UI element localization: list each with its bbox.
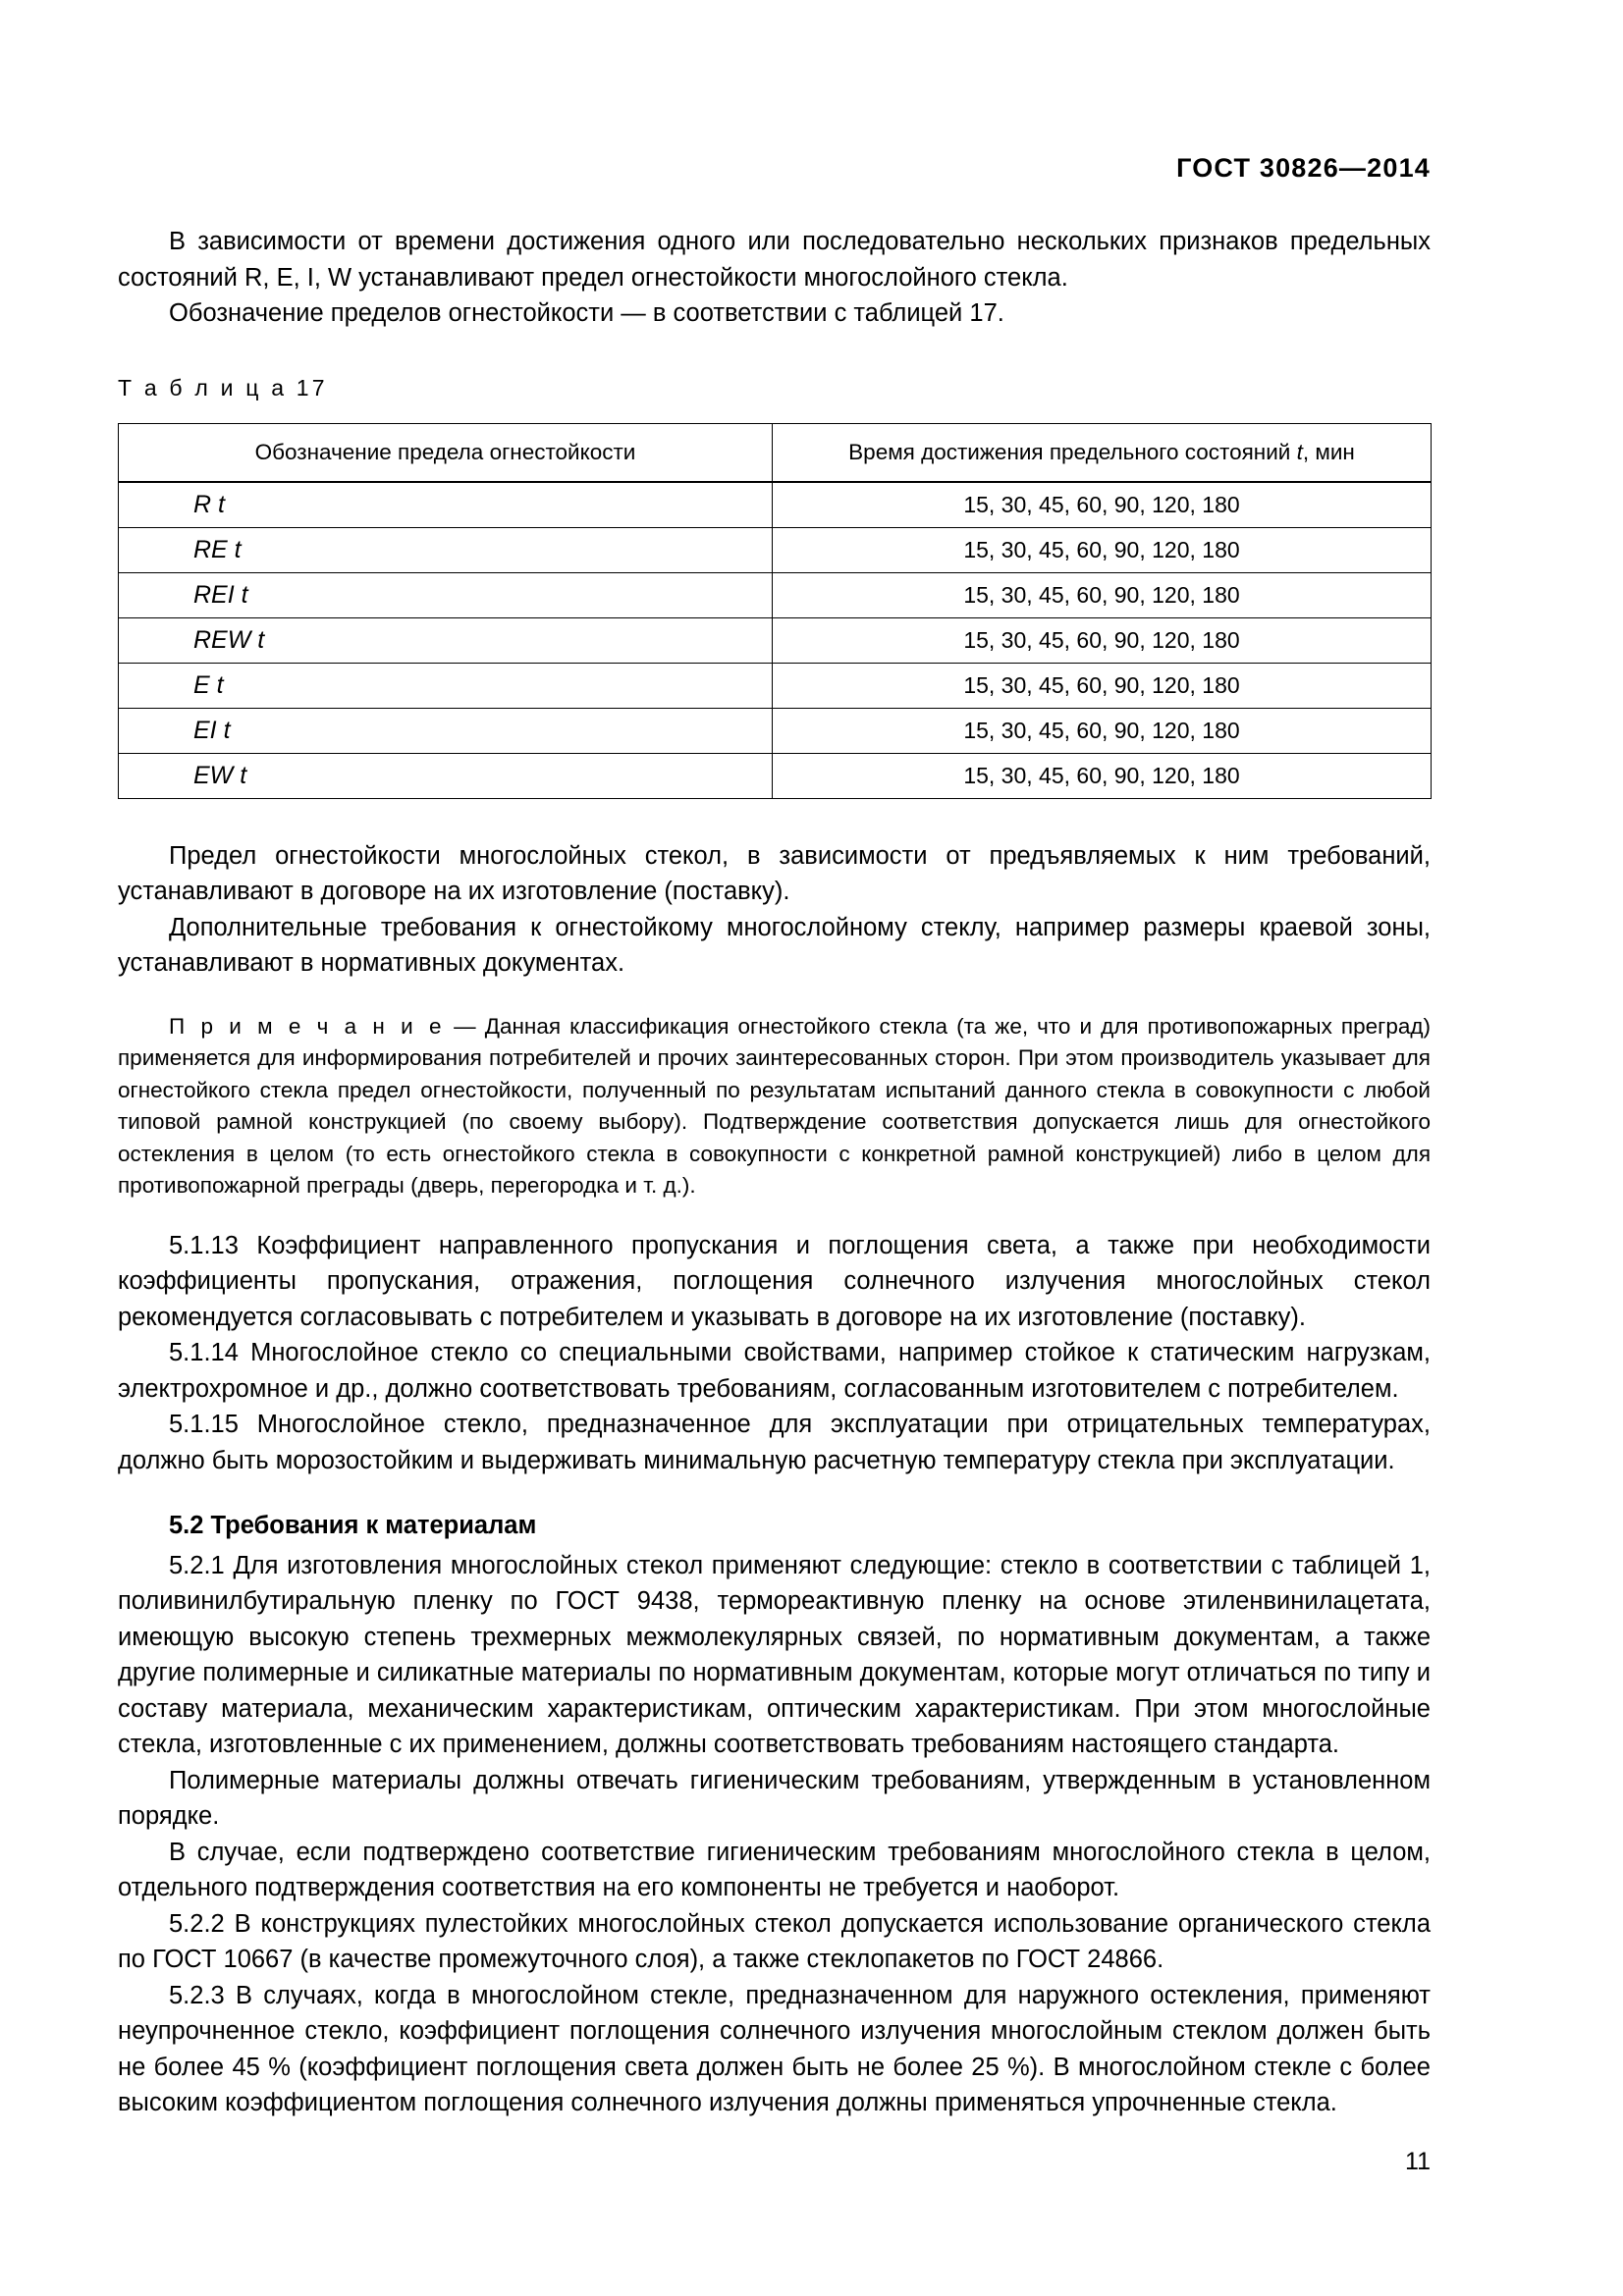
cell-designation: E t [119,663,773,708]
clause-5-2-3: 5.2.3 В случаях, когда в многослойном стекле, предназначенном для наружного остекления, применяют неупрочненное стекло, коэффициент поглощения солнечного излучения многослойным стеклом должен быть не более 45 % (коэффициент поглощения света должен быть не более 25 %). В многослойном стекле с более высоким коэффициентом поглощения солнечного излучения должны применяться упрочненные стекла. [118,1981,1431,2116]
cell-values: 15, 30, 45, 60, 90, 120, 180 [773,663,1432,708]
page-content [118,224,1431,2121]
column-header-time-symbol: t [1296,439,1303,464]
note-block [118,982,1431,1202]
intro-paragraph-1: В зависимости от времени достижения одного или последовательно нескольких признаков предельных состояний R, E, I, W устанавливают предел огнестойкости многослойного стекла. [118,228,1431,292]
fire-resistance-table [118,423,1432,799]
clause-5-2-1-paragraph-c: В случае, если подтверждено соответствие гигиеническим требованиям многослойного стекла в целом, отдельного подтверждения соответствия на его компоненты не требуется и наоборот. [118,1838,1431,1901]
table-row [119,708,1432,753]
after-table-paragraph-1: Предел огнестойкости многослойных стекол, в зависимости от предъявляемых к ним требований, устанавливают в договоре на их изготовление (поставку). [118,841,1431,905]
table-row [119,663,1432,708]
cell-designation: R t [119,482,773,528]
cell-values: 15, 30, 45, 60, 90, 120, 180 [773,617,1432,663]
table-row [119,527,1432,572]
cell-designation: REI t [119,572,773,617]
after-table-paragraph-2: Дополнительные требования к огнестойкому многослойному стеклу, например размеры краевой зоны, устанавливают в нормативных документах. [118,913,1431,977]
column-header-time [773,423,1432,482]
clause-5-1-14: 5.1.14 Многослойное стекло со специальными свойствами, например стойкое к статическим нагрузкам, электрохромное и др., должно соответствовать требованиям, согласованным изготовителем с потребителем. [118,1339,1431,1403]
intro-paragraph-2: Обозначение пределов огнестойкости — в соответствии с таблицей 17. [169,299,1004,327]
cell-values: 15, 30, 45, 60, 90, 120, 180 [773,572,1432,617]
note-text: Данная классификация огнестойкого стекла (та же, что и для противопожарных преград) применяется для информирования потребителей и прочих заинтересованных сторон. При этом производитель указывает для огнестойкого стекла предел огнестойкости, полученный по результатам испытаний данного стекла в совокупности с любой типовой рамной конструкцией (по своему выбору). Подтверждение соответствия допускается лишь для огнестойкого остекления в целом (то есть огнестойкого стекла в совокупности с конкретной рамной конструкцией) либо в целом для противопожарной преграды (дверь, перегородка и т. д.). [118,1013,1431,1198]
clause-5-1-13: 5.1.13 Коэффициент направленного пропускания и поглощения света, а также при необходимости коэффициенты пропускания, отражения, поглощения солнечного излучения многослойных стекол рекомендуется согласовывать с потребителем и указывать в договоре на их изготовление (поставку). [118,1231,1431,1331]
section-heading-5-2: 5.2 Требования к материалам [169,1512,537,1539]
clause-5-2-2: 5.2.2 В конструкциях пулестойких многослойных стекол допускается использование органического стекла по ГОСТ 10667 (в качестве промежуточного слоя), а также стеклопакетов по ГОСТ 24866. [118,1909,1431,1973]
table-caption: Т а б л и ц а 17 [118,374,328,400]
table-row [119,617,1432,663]
table-head [119,423,1432,482]
cell-designation: EI t [119,708,773,753]
note-dash: — [445,1013,485,1039]
cell-values: 15, 30, 45, 60, 90, 120, 180 [773,482,1432,528]
column-header-designation: Обозначение предела огнестойкости [119,423,773,482]
cell-designation: EW t [119,753,773,798]
table-row [119,482,1432,528]
clause-5-2-1: 5.2.1 Для изготовления многослойных стекол применяют следующие: стекло в соответствии с таблицей 1, поливинилбутиральную пленку по ГОСТ 9438, термореактивную пленку на основе этиленвинилацетата, имеющую высокую степень трехмерных межмолекулярных связей, по нормативным документам, а также другие полимерные и силикатные материалы по нормативным документам, которые могут отличаться по типу и составу материала, механическим характеристикам, оптическим характеристикам. При этом многослойные стекла, изготовленные с их применением, должны соответствовать требованиям настоящего стандарта. [118,1551,1431,1758]
cell-values: 15, 30, 45, 60, 90, 120, 180 [773,527,1432,572]
clause-5-1-15: 5.1.15 Многослойное стекло, предназначенное для эксплуатации при отрицательных температурах, должно быть морозостойким и выдерживать минимальную расчетную температуру стекла при эксплуатации. [118,1411,1431,1474]
cell-values: 15, 30, 45, 60, 90, 120, 180 [773,708,1432,753]
table-body [119,482,1432,799]
cell-designation: REW t [119,617,773,663]
table-row [119,572,1432,617]
table-header-row [119,423,1432,482]
clause-5-2-1-paragraph-b: Полимерные материалы должны отвечать гигиеническим требованиям, утвержденным в установленном порядке. [118,1766,1431,1830]
page-number: 11 [1405,2148,1431,2175]
column-header-time-prefix: Время достижения предельного состояний [848,439,1297,464]
column-header-time-suffix: , мин [1302,439,1355,464]
note-label: П р и м е ч а н и е [169,1013,446,1039]
cell-values: 15, 30, 45, 60, 90, 120, 180 [773,753,1432,798]
standard-header: ГОСТ 30826—2014 [1176,153,1431,183]
table-row [119,753,1432,798]
cell-designation: RE t [119,527,773,572]
